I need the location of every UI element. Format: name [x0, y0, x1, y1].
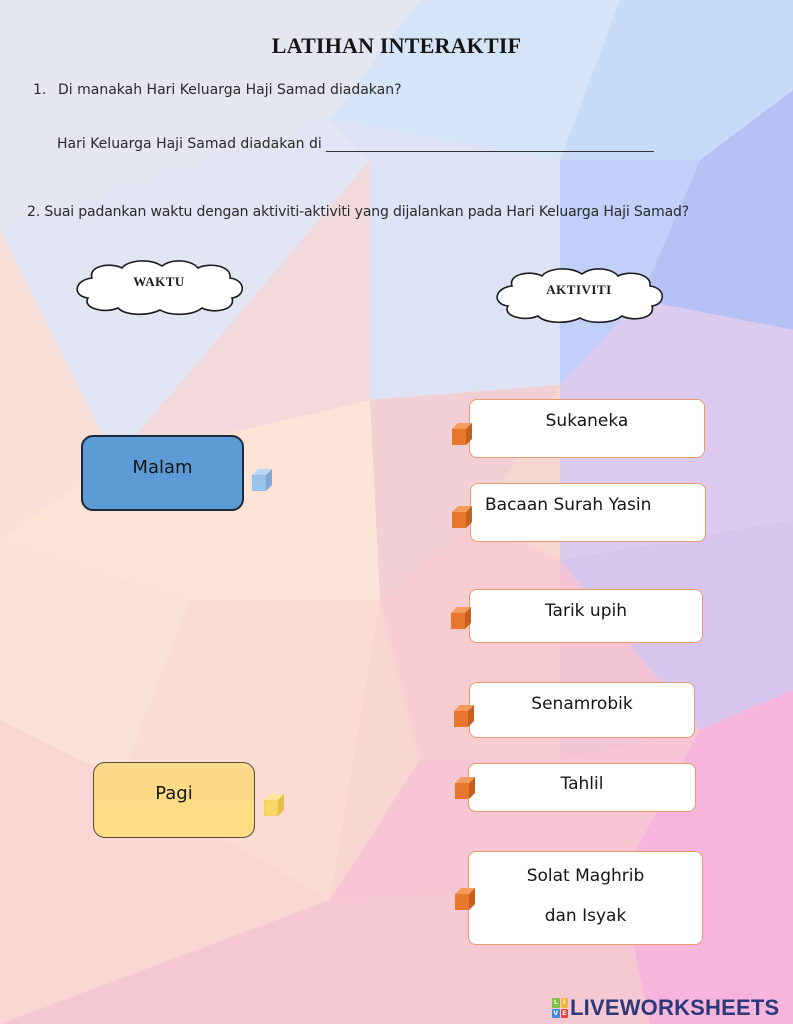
pagi-connector-cube-icon[interactable] [264, 794, 284, 816]
aktiviti-cloud [490, 266, 668, 324]
activity-connector-cube-icon[interactable] [455, 777, 475, 799]
activity-label: Tarik upih [544, 601, 627, 621]
time-label: Pagi [155, 783, 193, 804]
waktu-cloud [70, 258, 248, 316]
liveworksheets-logo[interactable] [552, 995, 779, 1021]
activity-connector-cube-icon[interactable] [455, 888, 475, 910]
waktu-header: WAKTU [133, 274, 185, 289]
activity-label: Tahlil [560, 774, 604, 794]
activity-label: Senamrobik [531, 694, 633, 714]
activity-box-senamrobik[interactable] [469, 682, 695, 738]
activity-box-sukaneka[interactable] [469, 399, 705, 458]
activity-connector-cube-icon[interactable] [452, 423, 472, 445]
activity-connector-cube-icon[interactable] [454, 705, 474, 727]
time-box-pagi[interactable] [93, 762, 255, 838]
malam-connector-cube-icon[interactable] [252, 469, 272, 491]
activity-connector-cube-icon[interactable] [451, 607, 471, 629]
answer-prompt: Hari Keluarga Haji Samad diadakan di [57, 136, 322, 152]
aktiviti-header: AKTIVITI [546, 282, 612, 297]
activity-box-solat-maghrib-dan-isyak[interactable] [468, 851, 703, 945]
time-box-malam[interactable] [81, 435, 244, 511]
activity-box-tarik-upih[interactable] [469, 589, 703, 643]
live-blocks-icon: L I V E [553, 999, 567, 1017]
time-label: Malam [132, 457, 193, 478]
logo-text: LIVEWORKSHEETS [570, 995, 780, 1020]
activity-box-tahlil[interactable] [468, 763, 696, 812]
question-1 [33, 82, 402, 98]
question-1-text: Di manakah Hari Keluarga Haji Samad diadakan? [58, 82, 402, 98]
question-1-number: 1. [33, 82, 47, 98]
worksheet-title: LATIHAN INTERAKTIF [271, 33, 522, 58]
question-1-answer-row [57, 134, 654, 152]
activity-label-line2: dan Isyak [544, 906, 627, 926]
activity-connector-cube-icon[interactable] [452, 506, 472, 528]
activity-label: Bacaan Surah Yasin [485, 495, 652, 515]
activity-box-bacaan-surah-yasin[interactable] [470, 483, 706, 542]
activity-label: Sukaneka [545, 411, 629, 431]
activity-label-line1: Solat Maghrib [526, 866, 645, 886]
answer-input[interactable] [326, 134, 654, 152]
question-2-text: 2. Suai padankan waktu dengan aktiviti-aktiviti yang dijalankan pada Hari Keluarga Haji Samad? [27, 204, 690, 220]
